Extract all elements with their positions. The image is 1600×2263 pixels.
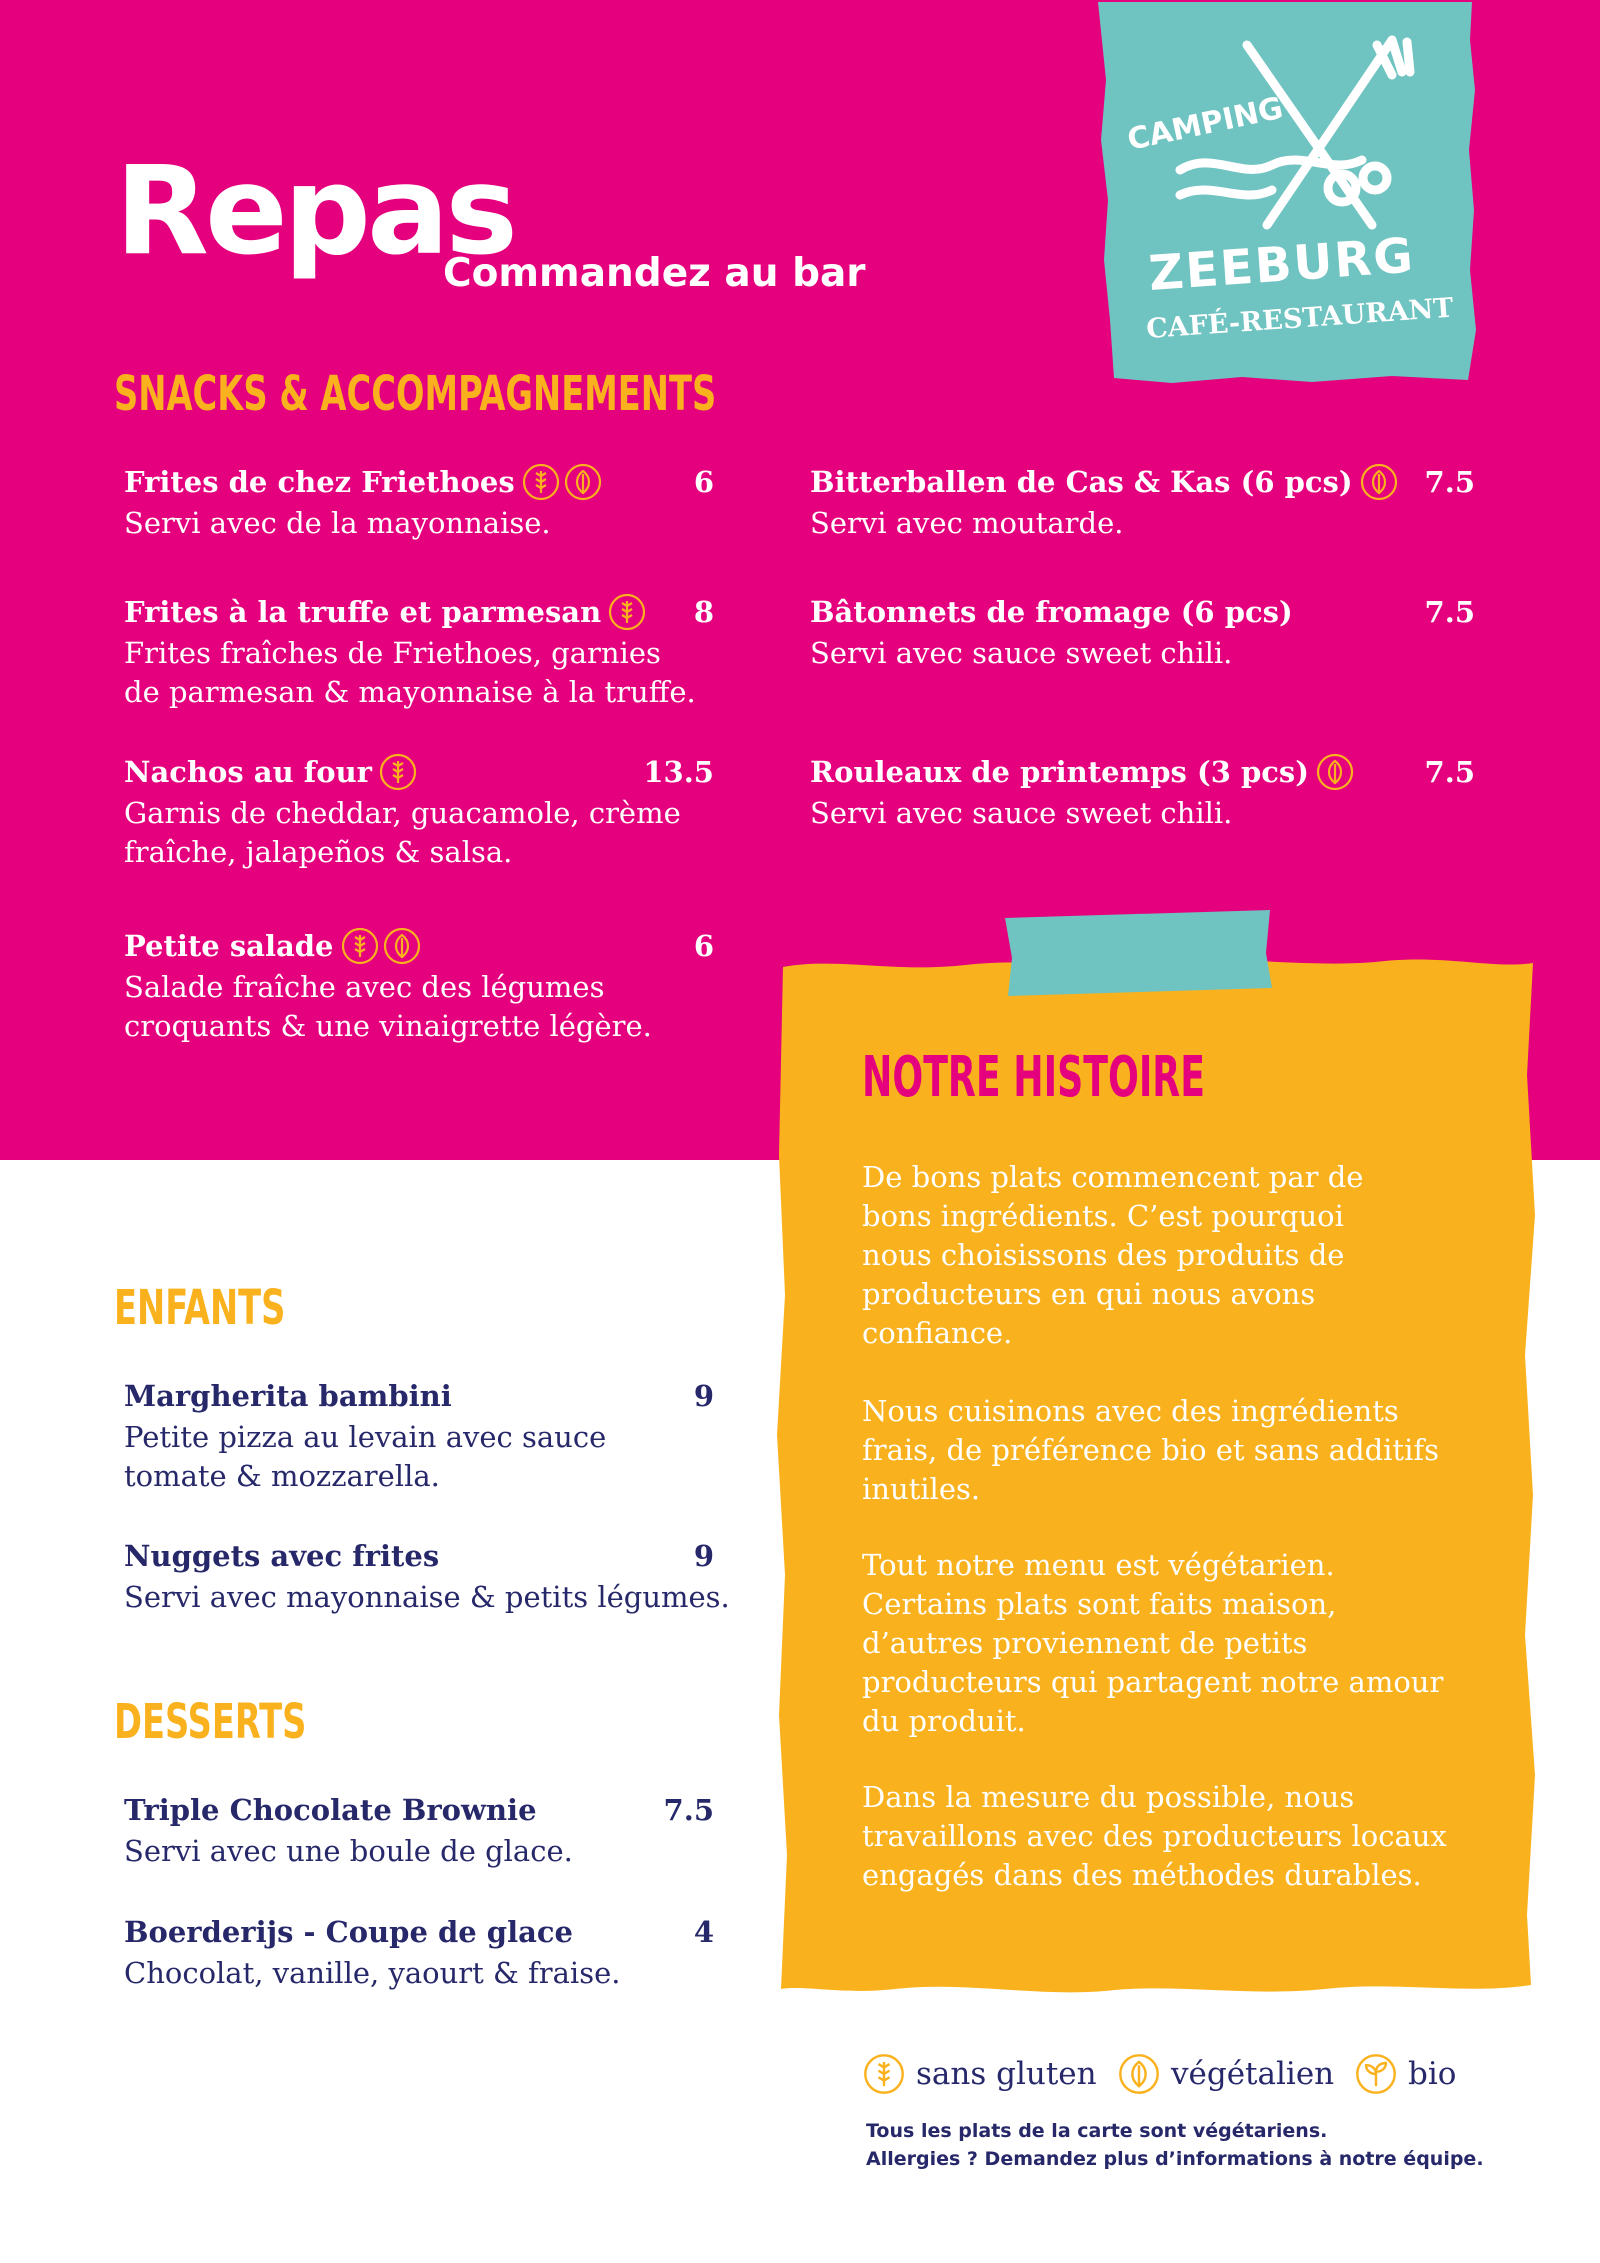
story-paragraph: Dans la mesure du possible, nous travaillons avec des producteurs locaux engagés dans des méthodes durables. bbox=[862, 1780, 1447, 1892]
legend-label: végétalien bbox=[1171, 2056, 1335, 2092]
item-price: 8 bbox=[693, 595, 714, 629]
vegan-icon bbox=[382, 926, 422, 966]
item-price: 9 bbox=[693, 1379, 714, 1413]
footnote-allergies: Allergies ? Demandez plus d’informations à notre équipe. bbox=[866, 2148, 1484, 2170]
item-name: Bitterballen de Cas & Kas (6 pcs) bbox=[810, 462, 1399, 502]
item-description: tomate & mozzarella. bbox=[124, 1459, 440, 1493]
story-paragraph: De bons plats commencent par de bons ingrédients. C’est pourquoi nous choisissons des produits de producteurs en qui nous avons confiance. bbox=[862, 1160, 1364, 1350]
legend-vegan bbox=[1117, 2052, 1334, 2096]
item-name: Bâtonnets de fromage (6 pcs) bbox=[810, 595, 1293, 629]
menu-item bbox=[124, 1910, 714, 1993]
legend-organic bbox=[1354, 2052, 1456, 2096]
page-title: Repas bbox=[115, 140, 514, 282]
item-description: Salade fraîche avec des légumes bbox=[124, 970, 605, 1004]
gluten-free-icon bbox=[521, 462, 561, 502]
item-price: 4 bbox=[693, 1915, 714, 1949]
item-price: 7.5 bbox=[1424, 595, 1475, 629]
logo bbox=[1092, 0, 1477, 385]
menu-item bbox=[810, 460, 1475, 543]
item-description: de parmesan & mayonnaise à la truffe. bbox=[124, 675, 696, 709]
story-heading: NOTRE HISTOIRE bbox=[862, 1045, 1206, 1110]
item-name: Frites à la truffe et parmesan bbox=[124, 592, 647, 632]
item-price: 13.5 bbox=[643, 755, 714, 789]
item-name: Rouleaux de printemps (3 pcs) bbox=[810, 752, 1355, 792]
item-description: Servi avec sauce sweet chili. bbox=[810, 636, 1233, 670]
menu-item bbox=[124, 460, 714, 543]
story-paragraph: Nous cuisinons avec des ingrédients frais, de préférence bio et sans additifs inutiles. bbox=[862, 1394, 1439, 1506]
page-subtitle: Commandez au bar bbox=[443, 251, 866, 296]
item-description: Servi avec mayonnaise & petits légumes. bbox=[124, 1580, 730, 1614]
item-price: 7.5 bbox=[663, 1793, 714, 1827]
logo-top-text: CAMPING bbox=[1124, 90, 1287, 158]
logo-name: ZEEBURG bbox=[1146, 227, 1417, 302]
item-name: Triple Chocolate Brownie bbox=[124, 1793, 537, 1827]
section-heading-snacks: SNACKS & ACCOMPAGNEMENTS bbox=[114, 366, 717, 422]
vegan-icon bbox=[1315, 752, 1355, 792]
item-description: Garnis de cheddar, guacamole, crème bbox=[124, 796, 681, 830]
item-price: 7.5 bbox=[1424, 465, 1475, 499]
item-description: Servi avec une boule de glace. bbox=[124, 1834, 573, 1868]
menu-item bbox=[124, 750, 714, 872]
section-heading-kids: ENFANTS bbox=[114, 1280, 286, 1336]
item-description: fraîche, jalapeños & salsa. bbox=[124, 835, 513, 869]
item-description: Servi avec moutarde. bbox=[810, 506, 1124, 540]
legend-gluten-free bbox=[862, 2052, 1097, 2096]
item-name: Nachos au four bbox=[124, 752, 418, 792]
item-price: 6 bbox=[693, 465, 714, 499]
item-description: croquants & une vinaigrette légère. bbox=[124, 1009, 652, 1043]
logo-bottom-text: CAFÉ-RESTAURANT bbox=[1145, 292, 1455, 345]
item-description: Chocolat, vanille, yaourt & fraise. bbox=[124, 1956, 621, 1990]
item-name: Petite salade bbox=[124, 926, 422, 966]
item-description: Frites fraîches de Friethoes, garnies bbox=[124, 636, 661, 670]
item-price: 7.5 bbox=[1424, 755, 1475, 789]
vegan-icon bbox=[1117, 2052, 1161, 2096]
item-price: 6 bbox=[693, 929, 714, 963]
section-heading-desserts: DESSERTS bbox=[114, 1694, 307, 1750]
item-description: Petite pizza au levain avec sauce bbox=[124, 1420, 607, 1454]
gluten-free-icon bbox=[340, 926, 380, 966]
story-paragraph: Tout notre menu est végétarien. Certains plats sont faits maison, d’autres proviennent de petits producteurs qui partagent notre amour du produit. bbox=[862, 1548, 1444, 1738]
footnote-vegetarian: Tous les plats de la carte sont végétariens. bbox=[866, 2120, 1328, 2142]
item-description: Servi avec de la mayonnaise. bbox=[124, 506, 551, 540]
menu-item bbox=[124, 1534, 730, 1617]
legend-label: bio bbox=[1408, 2056, 1457, 2092]
sprout-icon bbox=[1354, 2052, 1398, 2096]
menu-item bbox=[124, 924, 714, 1046]
menu-item bbox=[810, 590, 1475, 673]
item-name: Frites de chez Friethoes bbox=[124, 462, 603, 502]
menu-item bbox=[124, 590, 714, 712]
menu-item bbox=[810, 750, 1475, 833]
menu-item bbox=[124, 1788, 714, 1871]
gluten-free-icon bbox=[607, 592, 647, 632]
gluten-free-icon bbox=[378, 752, 418, 792]
item-description: Servi avec sauce sweet chili. bbox=[810, 796, 1233, 830]
item-name: Nuggets avec frites bbox=[124, 1539, 440, 1573]
vegan-icon bbox=[563, 462, 603, 502]
menu-item bbox=[124, 1374, 714, 1496]
item-name: Boerderijs - Coupe de glace bbox=[124, 1915, 574, 1949]
item-name: Margherita bambini bbox=[124, 1379, 452, 1413]
vegan-icon bbox=[1359, 462, 1399, 502]
item-price: 9 bbox=[693, 1539, 714, 1573]
tape-decoration bbox=[1000, 908, 1275, 998]
legend-label: sans gluten bbox=[916, 2056, 1097, 2092]
gluten-free-icon bbox=[862, 2052, 906, 2096]
